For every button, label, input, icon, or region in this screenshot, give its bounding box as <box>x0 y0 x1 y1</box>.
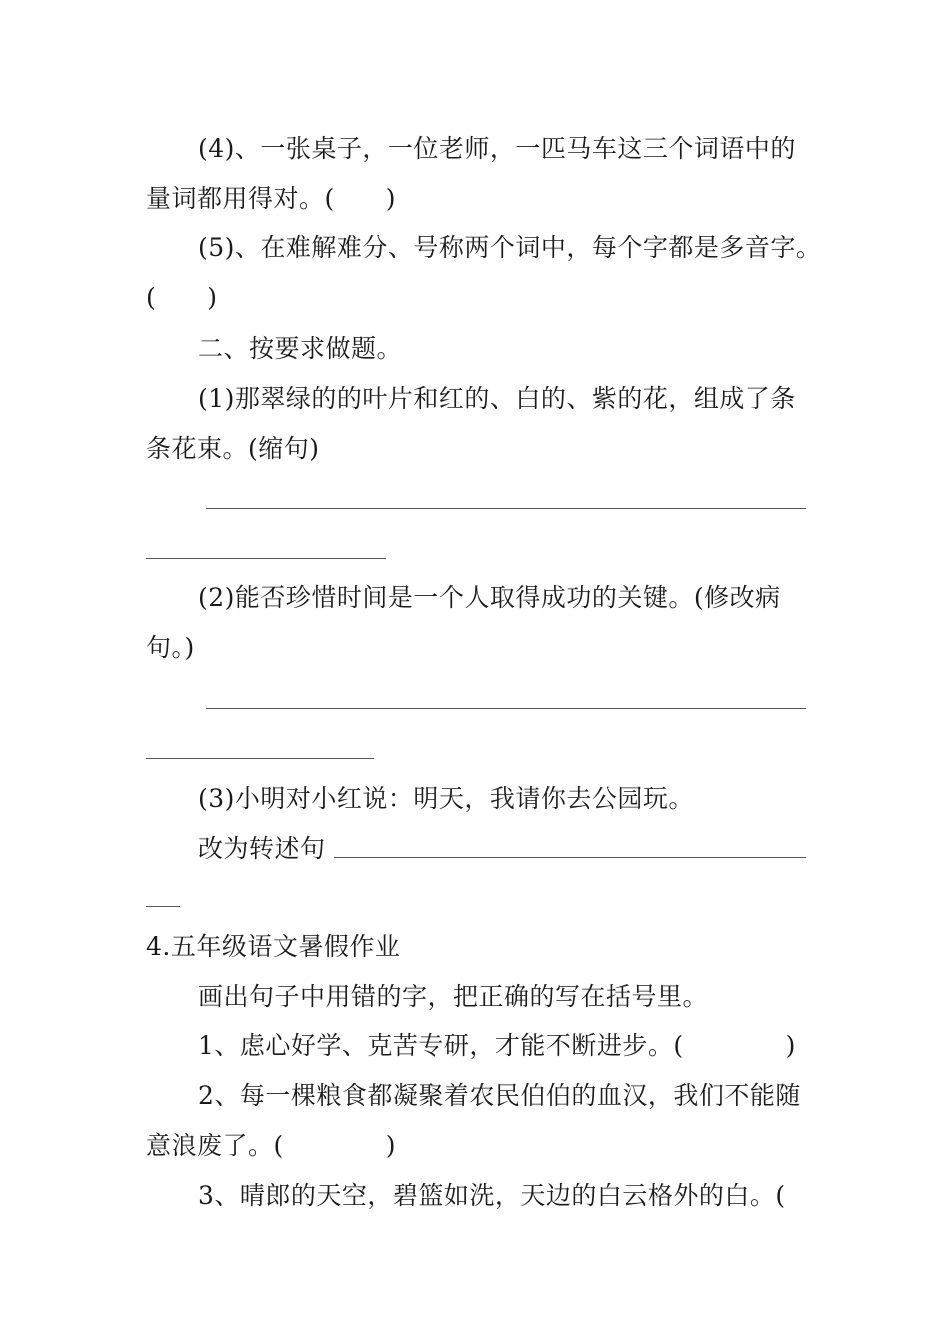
question-2-2-line-2: 句。) <box>146 633 195 662</box>
question-4-line-2: 量词都用得对。( ) <box>146 184 397 213</box>
section-two-heading: 二、按要求做题。 <box>198 334 403 363</box>
answer-line-1b[interactable] <box>146 558 386 559</box>
answer-line-3b[interactable] <box>146 906 180 907</box>
question-5-line-2: ( ) <box>146 283 218 312</box>
item-3-line-1: 3、晴郎的天空，碧篮如洗，天边的白云格外的白。( <box>198 1181 786 1210</box>
answer-line-2a[interactable] <box>206 708 806 709</box>
question-2-1-line-1: (1)那翠绿的的叶片和红的、白的、紫的花，组成了条 <box>198 384 796 413</box>
question-2-3-line-1: (3)小明对小红说：明天，我请你去公园玩。 <box>198 784 694 813</box>
question-2-2-line-1: (2)能否珍惜时间是一个人取得成功的关键。(修改病 <box>198 583 781 612</box>
section-four-instruction: 画出句子中用错的字，把正确的写在括号里。 <box>198 982 709 1011</box>
answer-line-3a[interactable] <box>334 857 806 858</box>
answer-line-1a[interactable] <box>206 508 806 509</box>
question-2-1-line-2: 条花束。(缩句) <box>146 434 320 463</box>
question-2-3-prompt: 改为转述句 <box>198 834 326 863</box>
question-4-line-1: (4)、一张桌子，一位老师，一匹马车这三个词语中的 <box>198 134 796 163</box>
section-four-title: 4.五年级语文暑假作业 <box>146 932 401 961</box>
item-2-line-2: 意浪废了。( ) <box>146 1131 397 1160</box>
item-1: 1、虑心好学、克苦专研，才能不断进步。( ) <box>198 1031 796 1060</box>
answer-line-2b[interactable] <box>146 758 374 759</box>
question-5-line-1: (5)、在难解难分、号称两个词中，每个字都是多音字。 <box>198 233 822 262</box>
item-2-line-1: 2、每一棵粮食都凝聚着农民伯伯的血汉，我们不能随 <box>198 1081 801 1110</box>
